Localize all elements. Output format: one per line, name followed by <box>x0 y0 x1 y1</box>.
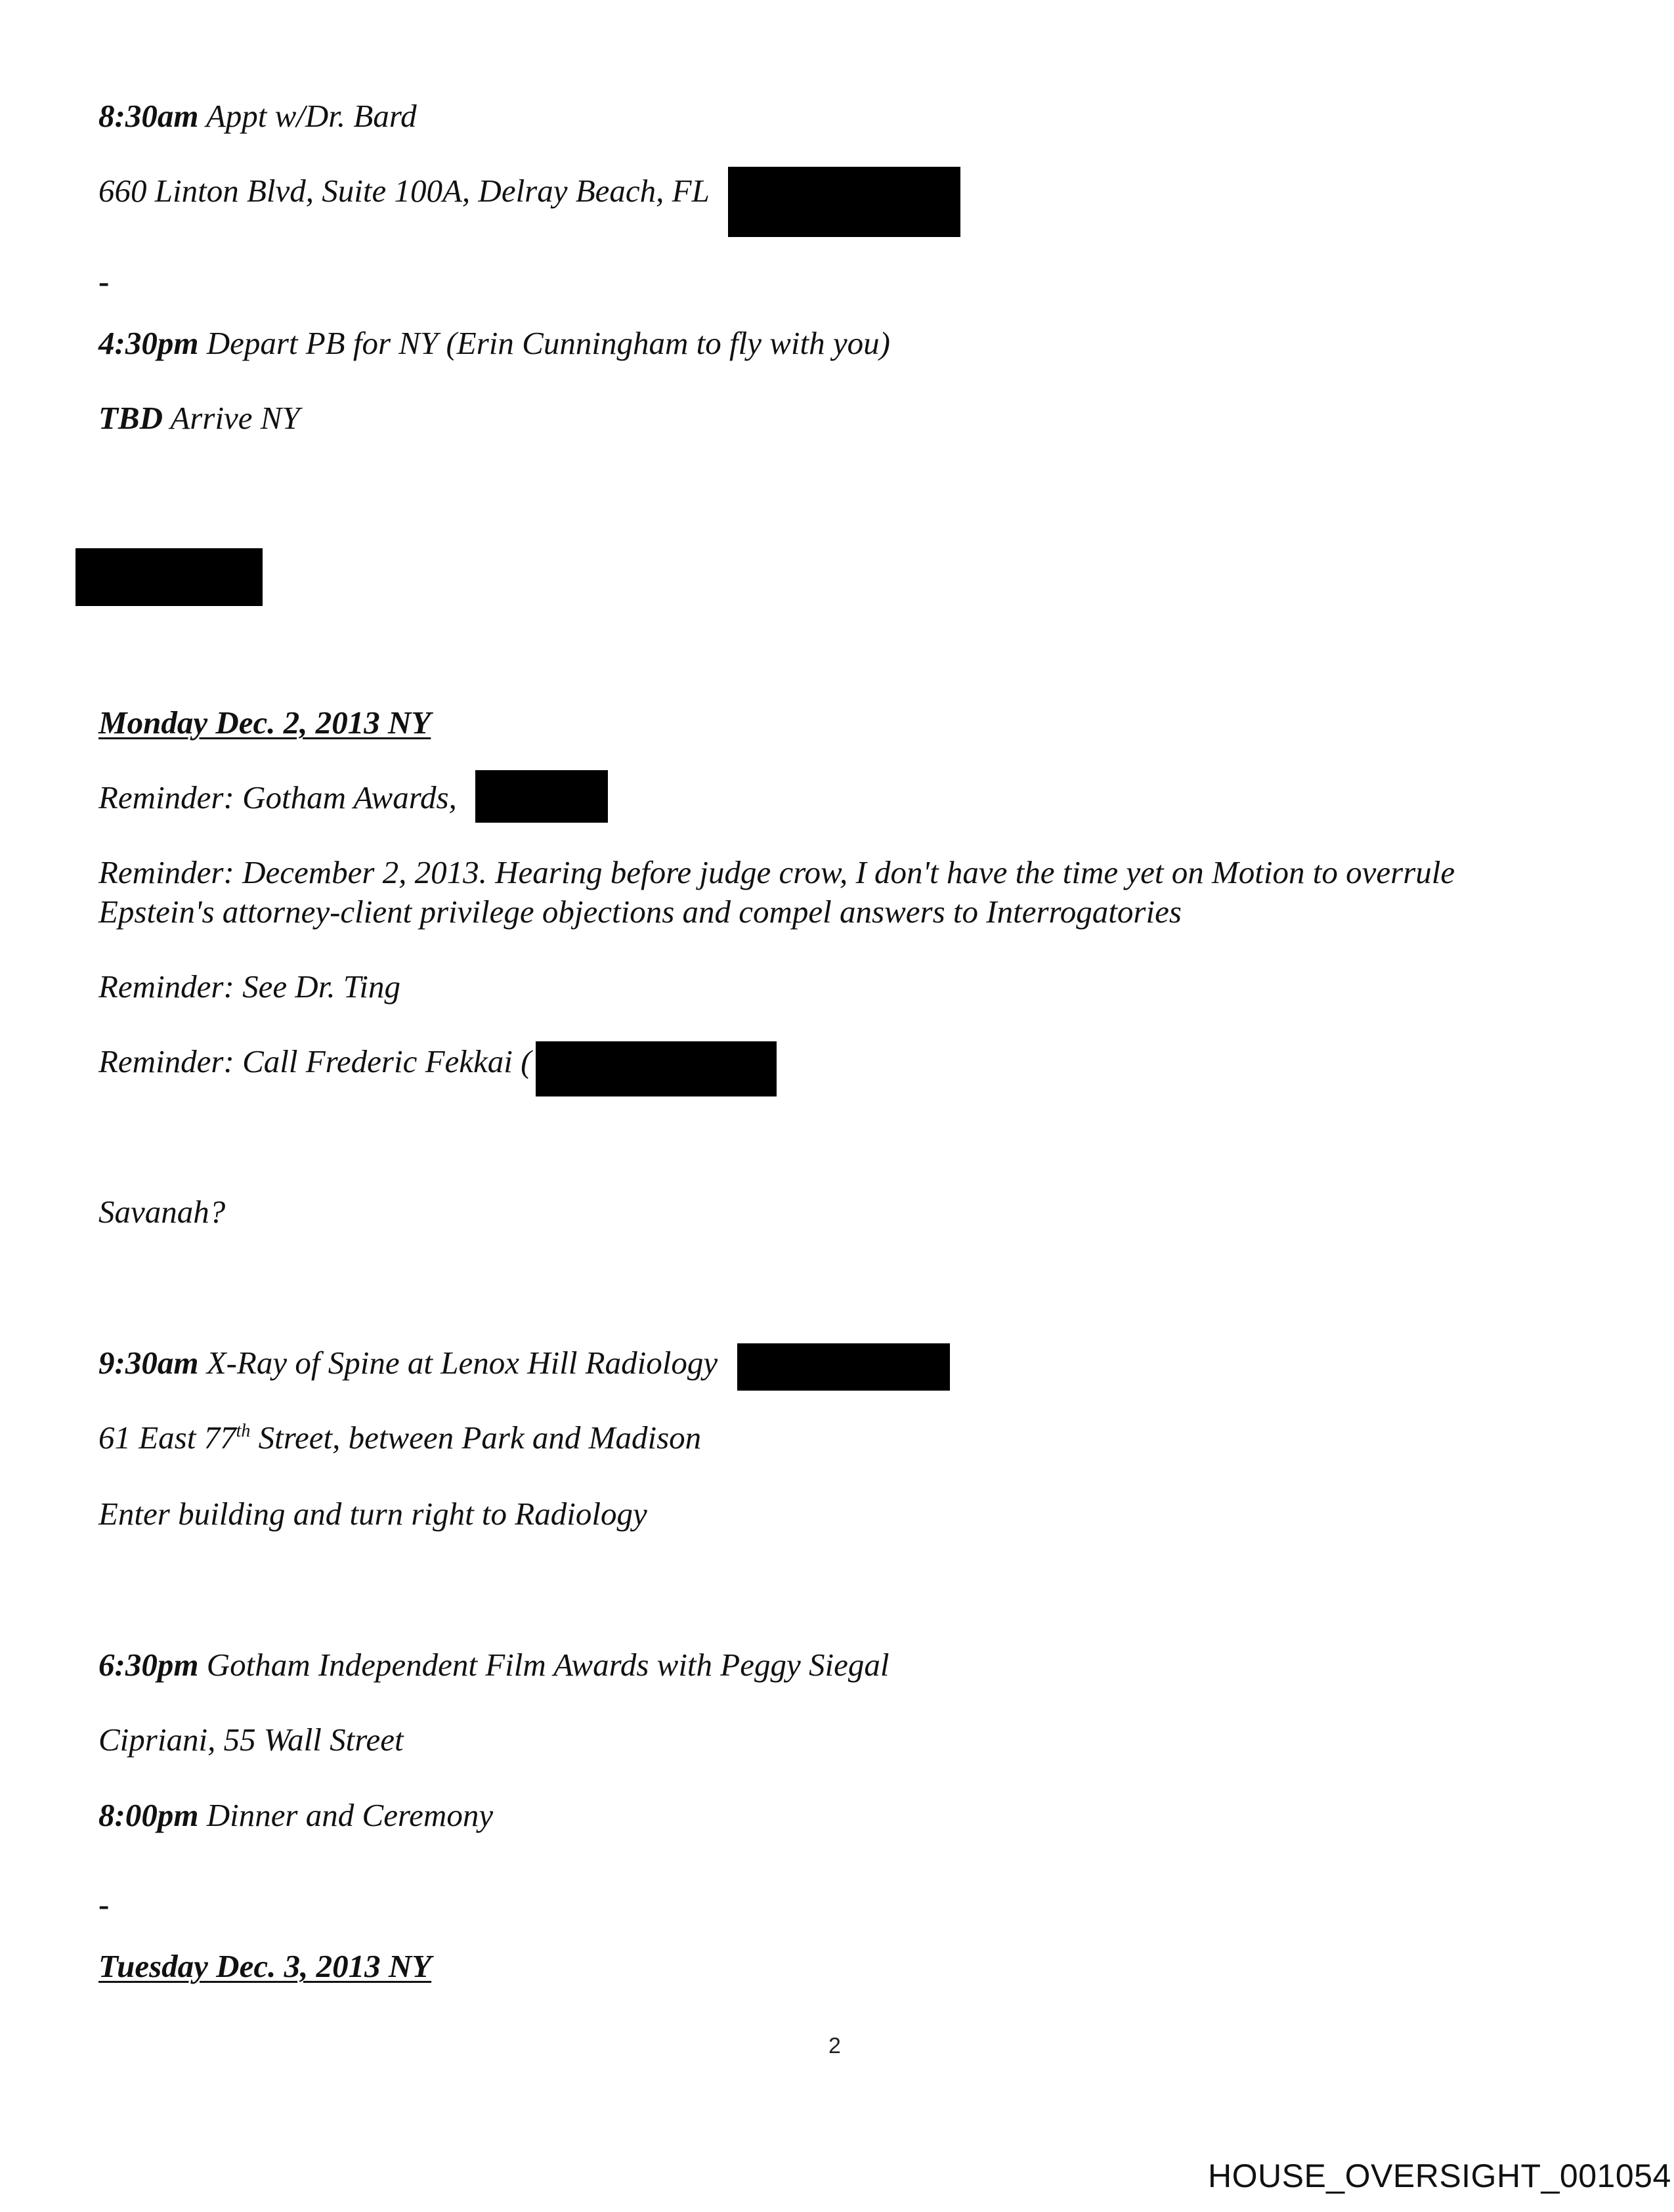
gotham-entry <box>98 1646 889 1684</box>
reminder-hearing-line2: Epstein's attorney-client privilege objections and compel answers to Interrogatories <box>98 894 1182 930</box>
gotham-text: Gotham Independent Film Awards with Peggy Siegal <box>206 1647 890 1683</box>
xray-address <box>98 1419 701 1457</box>
arrival-text: Arrive NY <box>170 400 300 436</box>
page-number: 2 <box>828 2033 841 2058</box>
xray-address-sup: th <box>236 1421 251 1441</box>
dinner-text: Dinner and Ceremony <box>206 1797 494 1833</box>
reminder-fekkai: Reminder: Call Frederic Fekkai ( <box>98 1043 532 1079</box>
xray-time: 9:30am <box>98 1345 199 1381</box>
arrival-time: TBD <box>98 400 163 436</box>
appointment-time: 8:30am <box>98 98 199 134</box>
departure-text: Depart PB for NY (Erin Cunningham to fly with you) <box>206 325 890 361</box>
departure-time: 4:30pm <box>98 325 199 361</box>
redaction-box <box>728 167 960 237</box>
separator-dash: - <box>98 263 110 299</box>
separator-dash: - <box>98 1886 110 1922</box>
gotham-time: 6:30pm <box>98 1647 199 1683</box>
dinner-time: 8:00pm <box>98 1797 199 1833</box>
redaction-box <box>475 770 608 823</box>
tuesday-heading: Tuesday Dec. 3, 2013 NY <box>98 1948 432 1984</box>
xray-entry <box>98 1344 718 1382</box>
appointment-bard <box>98 97 417 135</box>
dinner-entry <box>98 1796 493 1834</box>
address-bard: 660 Linton Blvd, Suite 100A, Delray Beach, FL <box>98 173 710 209</box>
monday-heading: Monday Dec. 2, 2013 NY <box>98 705 431 741</box>
xray-address-pre: 61 East 77 <box>98 1420 236 1456</box>
savanah-note: Savanah? <box>98 1194 226 1230</box>
xray-directions: Enter building and turn right to Radiology <box>98 1496 647 1532</box>
redaction-box <box>536 1041 777 1096</box>
gotham-venue: Cipriani, 55 Wall Street <box>98 1722 404 1758</box>
redaction-box <box>75 548 263 606</box>
redaction-box <box>737 1343 950 1391</box>
reminder-hearing-line1: Reminder: December 2, 2013. Hearing before judge crow, I don't have the time yet on Motion to overrule <box>98 854 1455 890</box>
xray-address-post: Street, between Park and Madison <box>250 1420 702 1456</box>
appointment-text: Appt w/Dr. Bard <box>205 98 417 134</box>
bates-number: HOUSE_OVERSIGHT_001054 <box>1208 2158 1671 2194</box>
arrival-entry <box>98 399 300 437</box>
reminder-ting: Reminder: See Dr. Ting <box>98 968 400 1005</box>
departure-entry <box>98 324 890 362</box>
reminder-gotham: Reminder: Gotham Awards, <box>98 779 457 815</box>
xray-text: X-Ray of Spine at Lenox Hill Radiology <box>206 1345 718 1381</box>
